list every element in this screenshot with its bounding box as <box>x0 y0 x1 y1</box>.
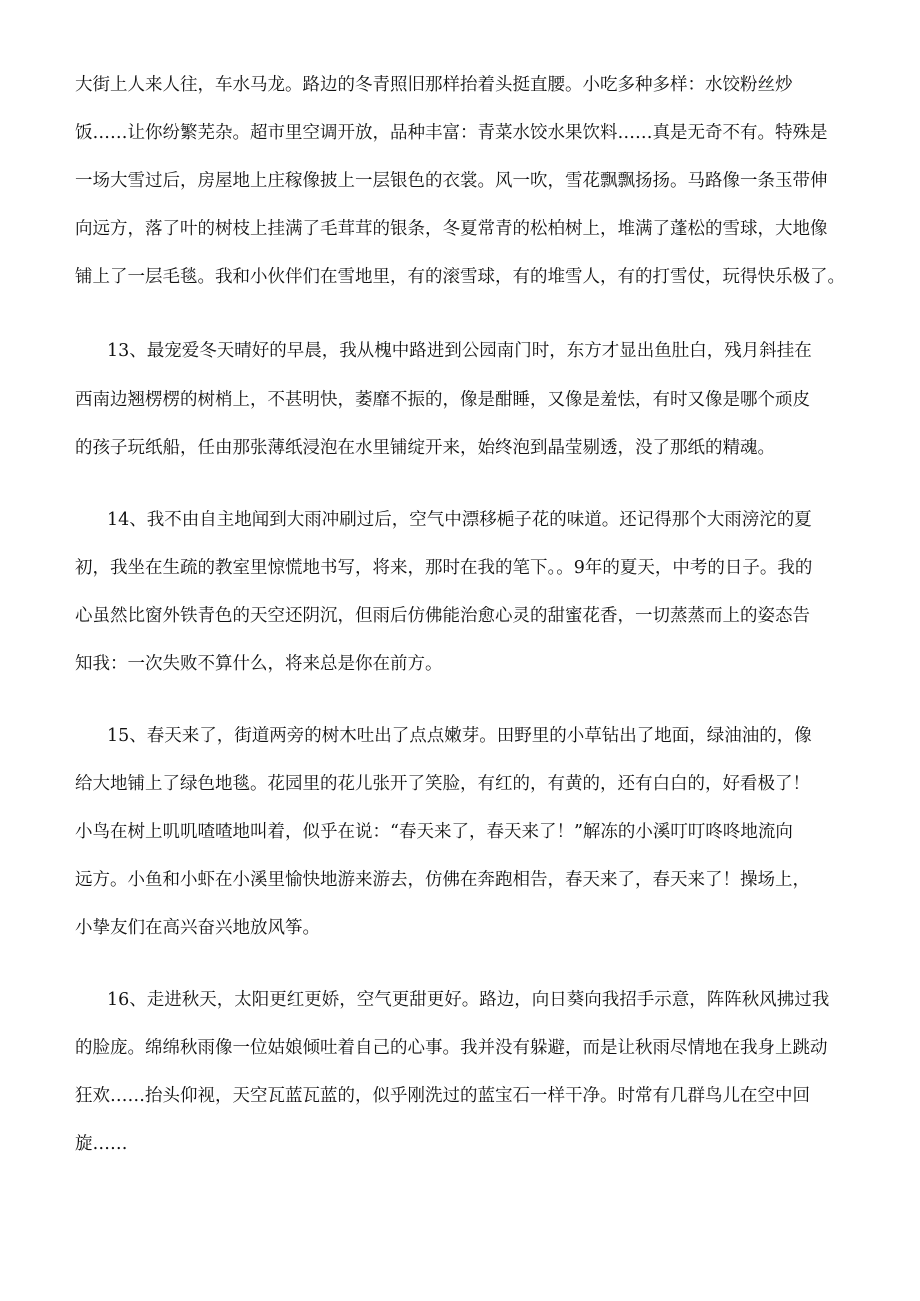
text-line: 狂欢……抬头仰视，天空瓦蓝瓦蓝的，似乎刚洗过的蓝宝石一样干净。时常有几群鸟儿在空中回 <box>75 1086 810 1106</box>
text-line: 心虽然比窗外铁青色的天空还阴沉，但雨后仿佛能治愈心灵的甜蜜花香，一切蒸蒸而上的姿态告 <box>75 606 810 626</box>
text-line: 一场大雪过后，房屋地上庄稼像披上一层银色的衣裳。风一吹，雪花飘飘扬扬。马路像一条玉带伸 <box>75 171 828 191</box>
text-line: 饭……让你纷繁芜杂。超市里空调开放，品种丰富：青菜水饺水果饮料……真是无奇不有。特殊是 <box>75 123 828 143</box>
text-line: 知我：一次失败不算什么，将来总是你在前方。 <box>75 654 443 674</box>
text-line: 旋…… <box>75 1134 128 1154</box>
text-line: 13、最宠爱冬天晴好的早晨，我从槐中路进到公园南门时，东方才显出鱼肚白，残月斜挂在 <box>107 341 812 361</box>
text-line: 的脸庞。绵绵秋雨像一位姑娘倾吐着自己的心事。我并没有躲避，而是让秋雨尽情地在我身上跳动 <box>75 1038 828 1058</box>
text-line: 远方。小鱼和小虾在小溪里愉快地游来游去，仿佛在奔跑相告，春天来了，春天来了！操场上， <box>75 870 810 890</box>
text-line: 西南边翘楞楞的树梢上，不甚明快，萎靡不振的，像是酣睡，又像是羞怯，有时又像是哪个顽皮 <box>75 390 810 410</box>
text-line: 小挚友们在高兴奋兴地放风筝。 <box>75 918 320 938</box>
text-line: 14、我不由自主地闻到大雨冲刷过后，空气中漂移梔子花的味道。还记得那个大雨滂沱的夏 <box>107 510 812 530</box>
text-line: 大街上人来人往，车水马龙。路边的冬青照旧那样抬着头挺直腰。小吃多种多样：水饺粉丝炒 <box>75 75 793 95</box>
text-line: 初，我坐在生疏的教室里惊慌地书写，将来，那时在我的笔下。。9年的夏天，中考的日子。我的 <box>75 558 813 578</box>
text-line: 的孩子玩纸船，任由那张薄纸浸泡在水里铺绽开来，始终泡到晶莹剔透，没了那纸的精魂。 <box>75 438 775 458</box>
text-line: 铺上了一层毛毯。我和小伙伴们在雪地里，有的滚雪球，有的堆雪人，有的打雪仗，玩得快乐极了。 <box>75 267 845 287</box>
text-line: 小鸟在树上叽叽喳喳地叫着，似乎在说：“春天来了，春天来了！”解冻的小溪叮叮咚咚地流向 <box>75 822 793 842</box>
text-line: 给大地铺上了绿色地毯。花园里的花儿张开了笑脸，有红的，有黄的，还有白白的，好看极了！ <box>75 774 810 794</box>
text-line: 15、春天来了，街道两旁的树木吐出了点点嫩芽。田野里的小草钻出了地面，绿油油的，像 <box>107 726 812 746</box>
text-line: 16、走进秋天，太阳更红更娇，空气更甜更好。路边，向日葵向我招手示意，阵阵秋风拂过我 <box>107 990 830 1010</box>
text-line: 向远方，落了叶的树枝上挂满了毛茸茸的银条，冬夏常青的松柏树上，堆满了蓬松的雪球，大地像 <box>75 219 828 239</box>
